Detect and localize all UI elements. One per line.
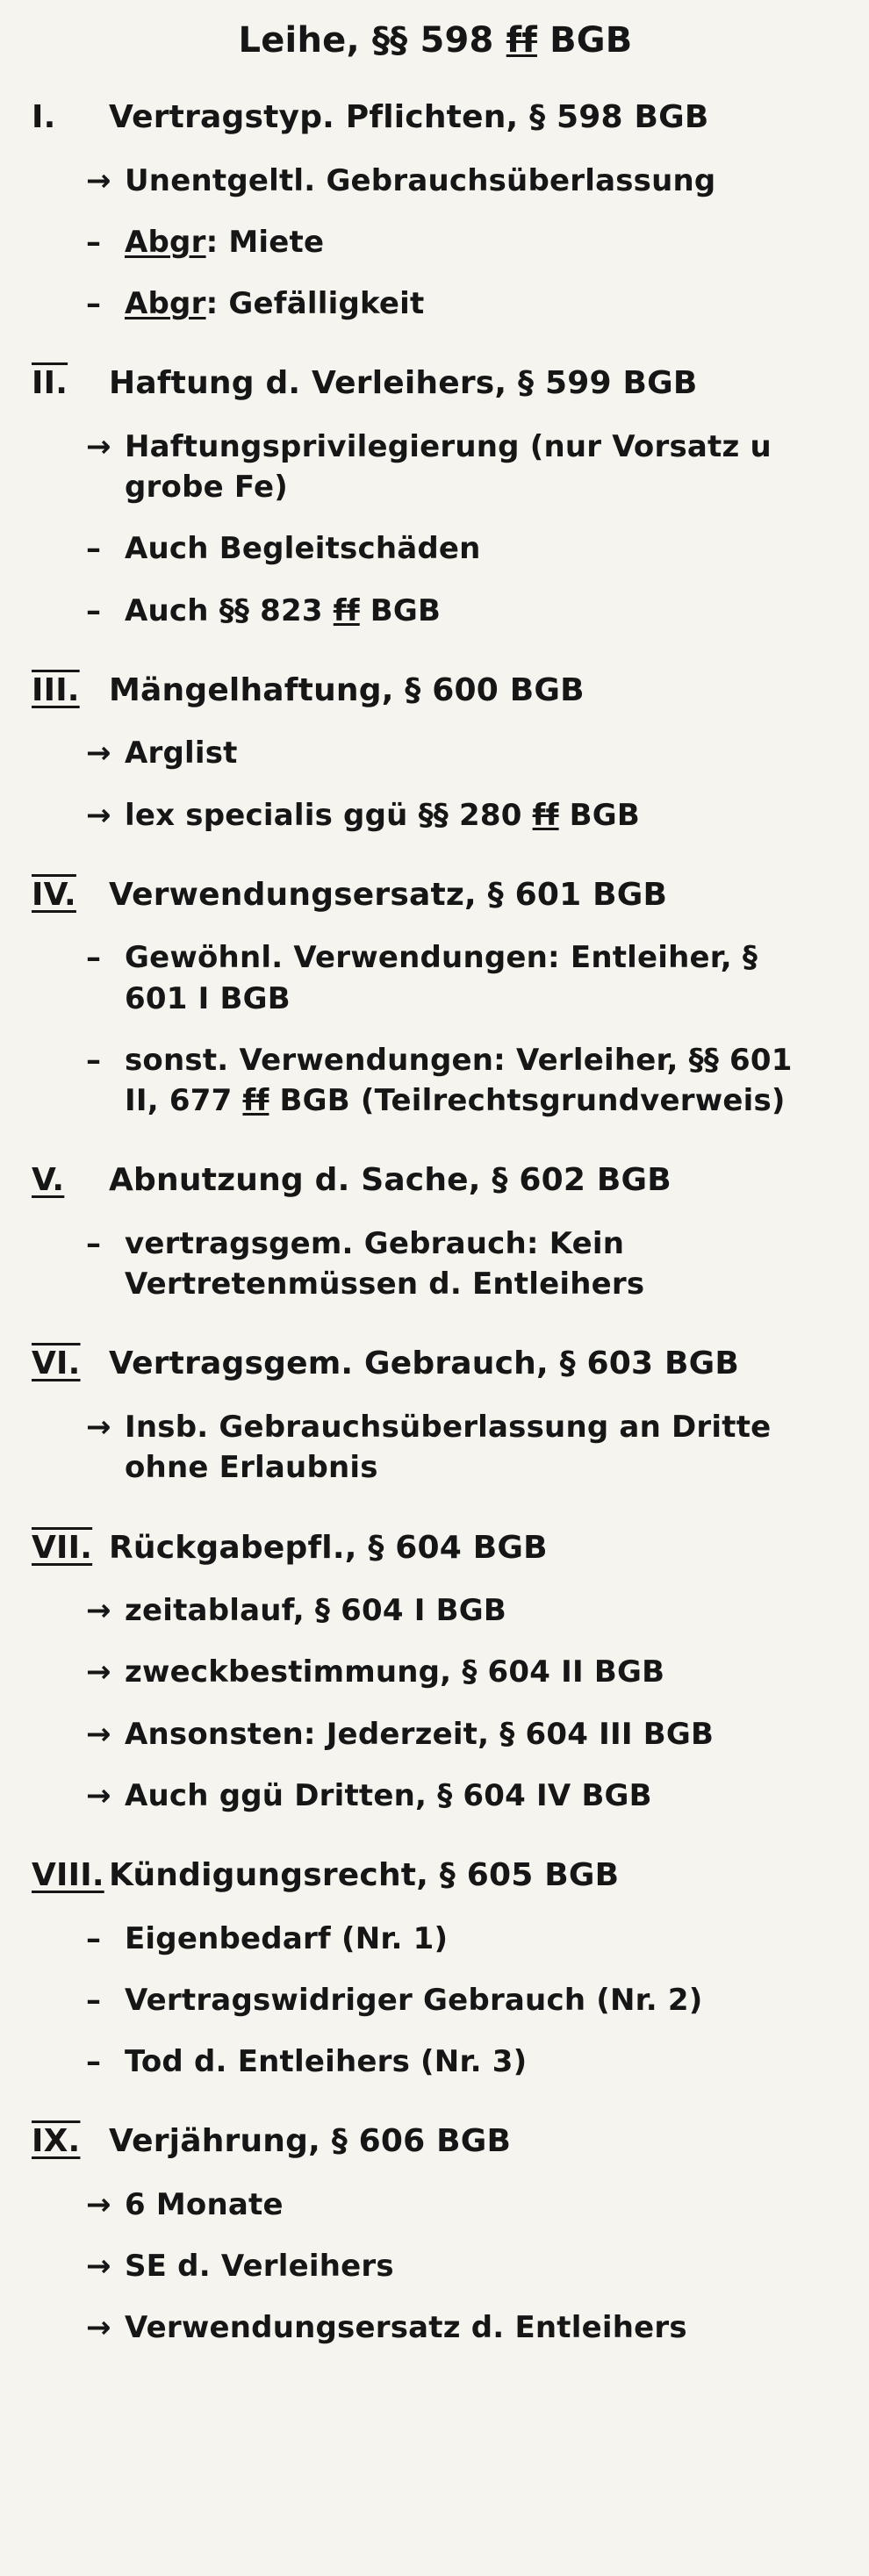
- item-bullet: –: [86, 592, 102, 628]
- section-items: [86, 937, 839, 1121]
- text-segment: BGB: [558, 797, 640, 833]
- outline-section: [32, 2120, 839, 2348]
- outline-item: [86, 161, 839, 201]
- ff-strikethrough-mark: ff: [242, 1083, 269, 1119]
- ff-strikethrough-mark: ff: [333, 592, 360, 628]
- outline-section: [32, 362, 839, 631]
- item-text: [125, 591, 827, 631]
- item-bullet: →: [86, 1777, 111, 1813]
- outline-item: [86, 591, 839, 631]
- item-text: [125, 2185, 827, 2225]
- outline-item: [86, 1040, 839, 1121]
- text-segment: Auch Begleitschäden: [125, 531, 481, 567]
- text-segment: Verwendungsersatz d. Entleihers: [125, 2310, 687, 2346]
- section-items: [86, 1223, 839, 1304]
- text-segment: : Miete: [205, 224, 325, 260]
- section-heading-row: [32, 362, 839, 405]
- item-bullet: –: [86, 1920, 102, 1956]
- item-text: [125, 222, 827, 262]
- item-bullet: –: [86, 1982, 102, 2018]
- section-numeral: III.: [32, 671, 80, 708]
- outline-item: [86, 427, 839, 507]
- text-segment: Mängelhaftung, § 600 BGB: [109, 671, 585, 708]
- outline-item: [86, 1223, 839, 1304]
- item-text: [125, 1652, 827, 1692]
- outline-item: [86, 937, 839, 1018]
- outline-item: [86, 283, 839, 324]
- item-text: [125, 2307, 827, 2348]
- item-text: [125, 1919, 827, 1959]
- text-segment: Abnutzung d. Sache, § 602 BGB: [109, 1162, 672, 1199]
- section-numeral: I.: [32, 99, 56, 135]
- section-numeral: VI.: [32, 1345, 81, 1382]
- outline-item: [86, 1980, 839, 2020]
- text-segment: Vertragswidriger Gebrauch (Nr. 2): [125, 1982, 703, 2018]
- outline-section: [32, 97, 839, 324]
- text-segment: Verwendungsersatz, § 601 BGB: [109, 876, 668, 913]
- text-segment: vertragsgem. Gebrauch: Kein Vertretenmüssen d. Entleihers: [125, 1226, 645, 1302]
- section-items: [86, 1590, 839, 1816]
- item-bullet: →: [86, 1654, 111, 1690]
- section-items: [86, 427, 839, 631]
- section-items: [86, 733, 839, 835]
- section-heading-row: [32, 1527, 839, 1570]
- text-segment: Vertragstyp. Pflichten, § 598 BGB: [109, 99, 709, 135]
- item-text: [125, 1714, 827, 1754]
- ff-strikethrough-mark: ff: [506, 20, 537, 61]
- outline-item: [86, 1590, 839, 1631]
- outline-item: [86, 795, 839, 836]
- page-title: [32, 18, 839, 63]
- item-text: [125, 2041, 827, 2082]
- item-text: [125, 528, 827, 569]
- section-heading: [109, 1855, 839, 1898]
- item-text: [125, 1223, 827, 1304]
- text-segment: Auch §§ 823: [125, 592, 334, 628]
- text-segment: Kündigungsrecht, § 605 BGB: [109, 1857, 620, 1894]
- section-items: [86, 2185, 839, 2349]
- section-heading-row: [32, 97, 839, 140]
- item-text: [125, 1407, 827, 1488]
- text-segment: SE d. Verleihers: [125, 2249, 394, 2285]
- item-bullet: →: [86, 735, 111, 771]
- text-segment: BGB: [536, 20, 633, 61]
- item-text: [125, 795, 827, 836]
- item-text: [125, 1590, 827, 1631]
- underlined-term: Abgr: [125, 224, 206, 260]
- outline-item: [86, 528, 839, 569]
- section-numeral: IX.: [32, 2123, 81, 2160]
- ff-strikethrough-mark: ff: [532, 797, 559, 833]
- text-segment: Vertragsgem. Gebrauch, § 603 BGB: [109, 1345, 740, 1382]
- outline-item: [86, 733, 839, 773]
- outline-item: [86, 222, 839, 262]
- section-heading: [109, 362, 839, 405]
- item-bullet: →: [86, 428, 111, 464]
- text-segment: lex specialis ggü §§ 280: [125, 797, 533, 833]
- section-heading-row: [32, 2120, 839, 2163]
- section-numeral: VII.: [32, 1529, 93, 1566]
- item-bullet: –: [86, 940, 102, 976]
- text-segment: BGB (Teilrechtsgrundverweis): [269, 1083, 786, 1119]
- item-bullet: →: [86, 1593, 111, 1629]
- text-segment: Insb. Gebrauchsüberlassung an Dritte ohne Erlaubnis: [125, 1410, 772, 1486]
- item-bullet: –: [86, 2044, 102, 2080]
- text-segment: Tod d. Entleihers (Nr. 3): [125, 2044, 528, 2080]
- item-bullet: →: [86, 1716, 111, 1752]
- text-segment: Haftung d. Verleihers, § 599 BGB: [109, 365, 698, 402]
- text-segment: : Gefälligkeit: [205, 286, 425, 322]
- item-bullet: –: [86, 224, 102, 260]
- outline-section: [32, 670, 839, 836]
- outline-item: [86, 1714, 839, 1754]
- section-heading: [109, 874, 839, 917]
- text-segment: Rückgabepfl., § 604 BGB: [109, 1529, 548, 1566]
- item-bullet: –: [86, 1226, 102, 1262]
- item-bullet: –: [86, 1042, 102, 1078]
- outline-section: [32, 1855, 839, 2082]
- item-text: [125, 1980, 827, 2020]
- item-text: [125, 161, 827, 201]
- outline-item: [86, 1652, 839, 1692]
- text-segment: 6 Monate: [125, 2186, 284, 2222]
- item-bullet: →: [86, 162, 111, 198]
- section-heading: [109, 1527, 839, 1570]
- item-text: [125, 427, 827, 507]
- item-bullet: →: [86, 2249, 111, 2285]
- text-segment: Verjährung, § 606 BGB: [109, 2123, 512, 2160]
- outline-item: [86, 1919, 839, 1959]
- item-text: [125, 283, 827, 324]
- outline-item: [86, 2185, 839, 2225]
- text-segment: zeitablauf, § 604 I BGB: [125, 1593, 506, 1629]
- section-numeral: VIII.: [32, 1857, 104, 1894]
- section-heading-row: [32, 670, 839, 713]
- section-heading-row: [32, 1159, 839, 1202]
- handwritten-note-page: [32, 18, 839, 2349]
- text-segment: Haftungsprivilegierung (nur Vorsatz u grobe Fe): [125, 428, 772, 506]
- text-segment: Arglist: [125, 735, 238, 771]
- page-title-text: [239, 20, 633, 61]
- text-segment: Ansonsten: Jederzeit, § 604 III BGB: [125, 1716, 715, 1752]
- text-segment: sonst. Verwendungen: Verleiher, §§ 601 II, 677: [125, 1042, 793, 1119]
- outline-item: [86, 2246, 839, 2286]
- outline-item: [86, 1407, 839, 1488]
- outline-section: [32, 1343, 839, 1488]
- item-text: [125, 1776, 827, 1816]
- section-numeral: IV.: [32, 876, 76, 913]
- section-heading: [109, 97, 839, 140]
- section-heading: [109, 1159, 839, 1202]
- section-items: [86, 161, 839, 325]
- text-segment: Eigenbedarf (Nr. 1): [125, 1920, 449, 1956]
- text-segment: Auch ggü Dritten, § 604 IV BGB: [125, 1777, 652, 1813]
- outline-item: [86, 2041, 839, 2082]
- text-segment: zweckbestimmung, § 604 II BGB: [125, 1654, 665, 1690]
- section-heading-row: [32, 874, 839, 917]
- section-items: [86, 1919, 839, 2083]
- outline-section: [32, 874, 839, 1122]
- item-text: [125, 937, 827, 1018]
- section-heading-row: [32, 1343, 839, 1386]
- item-bullet: →: [86, 797, 111, 833]
- item-text: [125, 733, 827, 773]
- outline-item: [86, 1776, 839, 1816]
- section-items: [86, 1407, 839, 1488]
- outline-item: [86, 2307, 839, 2348]
- underlined-term: Abgr: [125, 286, 206, 322]
- text-segment: Gewöhnl. Verwendungen: Entleiher, § 601 I BGB: [125, 940, 758, 1016]
- outline-section: [32, 1159, 839, 1304]
- item-bullet: →: [86, 2186, 111, 2222]
- section-numeral: II.: [32, 365, 68, 402]
- text-segment: Leihe, §§ 598: [238, 20, 506, 61]
- section-numeral: V.: [32, 1162, 65, 1199]
- item-bullet: →: [86, 1410, 111, 1446]
- section-heading: [109, 1343, 839, 1386]
- section-heading: [109, 2120, 839, 2163]
- outline: [32, 97, 839, 2349]
- item-bullet: –: [86, 286, 102, 322]
- item-bullet: →: [86, 2310, 111, 2346]
- item-bullet: –: [86, 531, 102, 567]
- section-heading: [109, 670, 839, 713]
- item-text: [125, 1040, 827, 1121]
- outline-section: [32, 1527, 839, 1817]
- item-text: [125, 2246, 827, 2286]
- text-segment: BGB: [359, 592, 442, 628]
- section-heading-row: [32, 1855, 839, 1898]
- text-segment: Unentgeltl. Gebrauchsüberlassung: [125, 162, 716, 198]
